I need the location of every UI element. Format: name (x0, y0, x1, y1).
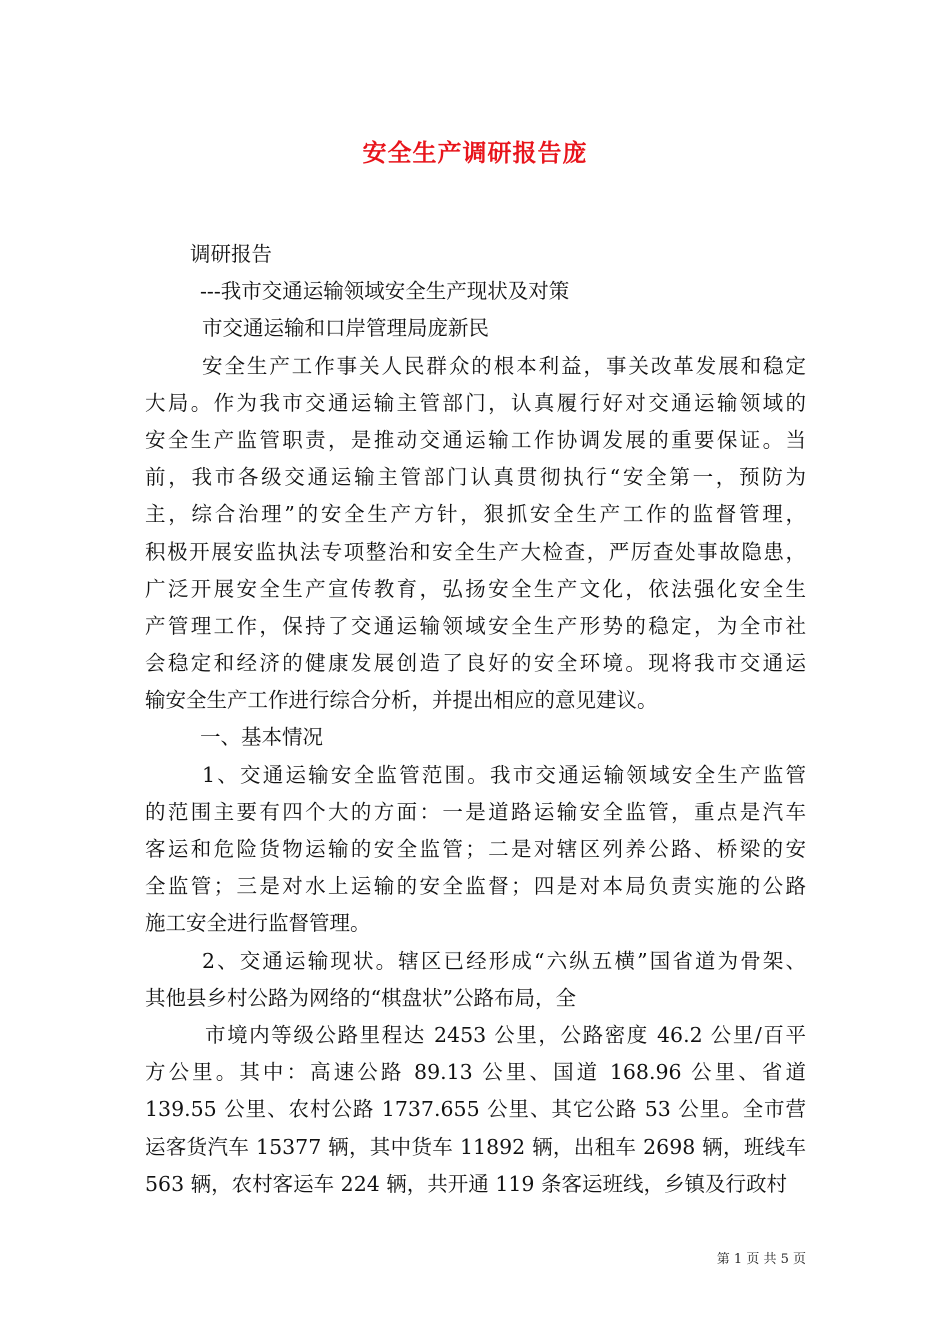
text-line: 客运和危险货物运输的安全监管；二是对辖区列养公路、桥梁的安 (145, 837, 806, 861)
text-line: 前，我市各级交通运输主管部门认真贯彻执行“安全第一，预防为 (145, 465, 806, 490)
paragraph (145, 719, 806, 756)
text-line: 139.55 公里、农村公路 1737.655 公里、其它公路 53 公里。全市营 (145, 1097, 806, 1122)
document-body (145, 236, 806, 1203)
paragraph (145, 1017, 806, 1203)
text-line: 一、基本情况 (200, 725, 323, 750)
paragraph (145, 273, 806, 310)
page-number: 第 1 页 共 5 页 (716, 1252, 806, 1267)
paragraph (145, 757, 806, 943)
text-line: ---我市交通运输领域安全生产现状及对策 (200, 279, 570, 304)
text-line: 563 辆，农村客运车 224 辆，共开通 119 条客运班线，乡镇及行政村 (145, 1171, 787, 1196)
text-line: 输安全生产工作进行综合分析，并提出相应的意见建议。 (145, 688, 658, 713)
text-line: 会稳定和经济的健康发展创造了良好的安全环境。现将我市交通运 (145, 651, 806, 676)
text-line: 全监管；三是对水上运输的安全监督；四是对本局负责实施的公路 (145, 874, 806, 899)
paragraph (145, 236, 806, 273)
text-line: 2、交通运输现状。辖区已经形成“六纵五横”国省道为骨架、 (202, 948, 806, 973)
text-line: 调研报告 (190, 242, 272, 266)
text-line: 大局。作为我市交通运输主管部门，认真履行好对交通运输领域的 (145, 390, 806, 415)
text-line: 主，综合治理”的安全生产方针，狠抓安全生产工作的监督管理， (145, 502, 806, 527)
text-line: 产管理工作，保持了交通运输领域安全生产形势的稳定，为全市社 (145, 613, 806, 638)
paragraph (145, 348, 806, 720)
text-line: 施工安全进行监督管理。 (145, 911, 371, 936)
paragraph (145, 943, 806, 1017)
text-line: 安全生产监管职责，是推动交通运输工作协调发展的重要保证。当 (145, 427, 806, 452)
text-line: 安全生产工作事关人民群众的根本利益，事关改革发展和稳定 (202, 353, 806, 378)
text-line: 其他县乡村公路为网络的“棋盘状”公路布局，全 (145, 985, 576, 1010)
text-line: 的范围主要有四个大的方面：一是道路运输安全监管，重点是汽车 (145, 799, 806, 824)
text-line: 市交通运输和口岸管理局庞新民 (202, 316, 489, 341)
text-line: 市境内等级公路里程达 2453 公里，公路密度 46.2 公里/百平 (205, 1022, 806, 1047)
text-line: 运客货汽车 15377 辆，其中货车 11892 辆，出租车 2698 辆，班线车 (145, 1134, 806, 1159)
text-line: 1、交通运输安全监管范围。我市交通运输领域安全生产监管 (202, 762, 806, 787)
text-line: 方公里。其中：高速公路 89.13 公里、国道 168.96 公里、省道 (145, 1060, 806, 1085)
paragraph (145, 310, 806, 347)
text-line: 广泛开展安全生产宣传教育，弘扬安全生产文化，依法强化安全生 (145, 576, 806, 601)
text-line: 积极开展安监执法专项整治和安全生产大检查，严厉查处事故隐患， (145, 539, 806, 564)
document-title: 安全生产调研报告庞 (362, 138, 588, 167)
